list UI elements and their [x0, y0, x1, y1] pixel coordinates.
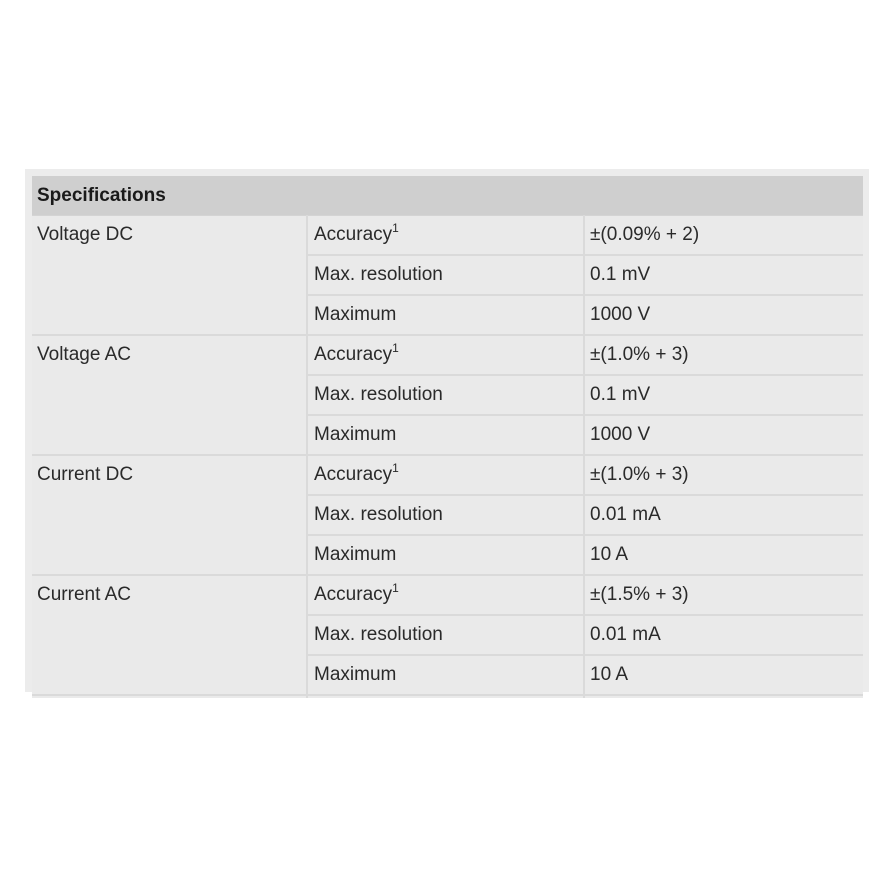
value-cell: 0.1 mV — [584, 255, 863, 295]
value-cell: 1000 V — [584, 415, 863, 455]
param-cell — [307, 615, 584, 655]
param-cell — [307, 495, 584, 535]
table-row — [32, 335, 863, 375]
value-cell: 0.01 mA — [584, 615, 863, 655]
param-cell — [307, 535, 584, 575]
param-label: Max. resolution — [314, 384, 443, 405]
group-label-voltage-dc: Voltage DC — [32, 216, 307, 336]
value-cell: ±(1.5% + 3) — [584, 575, 863, 615]
group-label-current-dc: Current DC — [32, 455, 307, 575]
param-label: Max. resolution — [314, 624, 443, 645]
param-cell — [307, 255, 584, 295]
value-cell: 10 A — [584, 655, 863, 695]
param-cell — [307, 216, 584, 256]
group-label-voltage-ac: Voltage AC — [32, 335, 307, 455]
table-row-cutoff — [32, 695, 863, 698]
value-cell: 0.01 mA — [584, 495, 863, 535]
cutoff-cell — [32, 695, 307, 698]
value-cell: ±(1.0% + 3) — [584, 455, 863, 495]
param-label: Maximum — [314, 544, 397, 565]
specifications-table — [32, 176, 863, 698]
param-cell — [307, 415, 584, 455]
value-cell: 10 A — [584, 535, 863, 575]
table-header-row — [32, 176, 863, 216]
value-cell: 1000 V — [584, 295, 863, 335]
param-label: Accuracy — [314, 464, 393, 485]
param-cell — [307, 295, 584, 335]
param-cell — [307, 335, 584, 375]
cutoff-cell — [584, 695, 863, 698]
cutoff-cell — [307, 695, 584, 698]
param-label: Max. resolution — [314, 264, 443, 285]
param-label: Maximum — [314, 664, 397, 685]
table-row — [32, 575, 863, 615]
param-label: Accuracy — [314, 224, 393, 245]
footnote-marker: 1 — [392, 221, 399, 235]
value-cell: ±(0.09% + 2) — [584, 216, 863, 256]
group-label-current-ac: Current AC — [32, 575, 307, 695]
param-cell — [307, 375, 584, 415]
param-label: Max. resolution — [314, 504, 443, 525]
table-row — [32, 455, 863, 495]
footnote-marker: 1 — [392, 581, 399, 595]
param-cell — [307, 575, 584, 615]
footnote-marker: 1 — [392, 341, 399, 355]
param-label: Maximum — [314, 304, 397, 325]
param-cell — [307, 655, 584, 695]
table-row — [32, 216, 863, 256]
table-title: Specifications — [32, 176, 863, 216]
param-cell — [307, 455, 584, 495]
value-cell: ±(1.0% + 3) — [584, 335, 863, 375]
param-label: Accuracy — [314, 344, 393, 365]
footnote-marker: 1 — [392, 461, 399, 475]
param-label: Accuracy — [314, 584, 393, 605]
param-label: Maximum — [314, 424, 397, 445]
value-cell: 0.1 mV — [584, 375, 863, 415]
